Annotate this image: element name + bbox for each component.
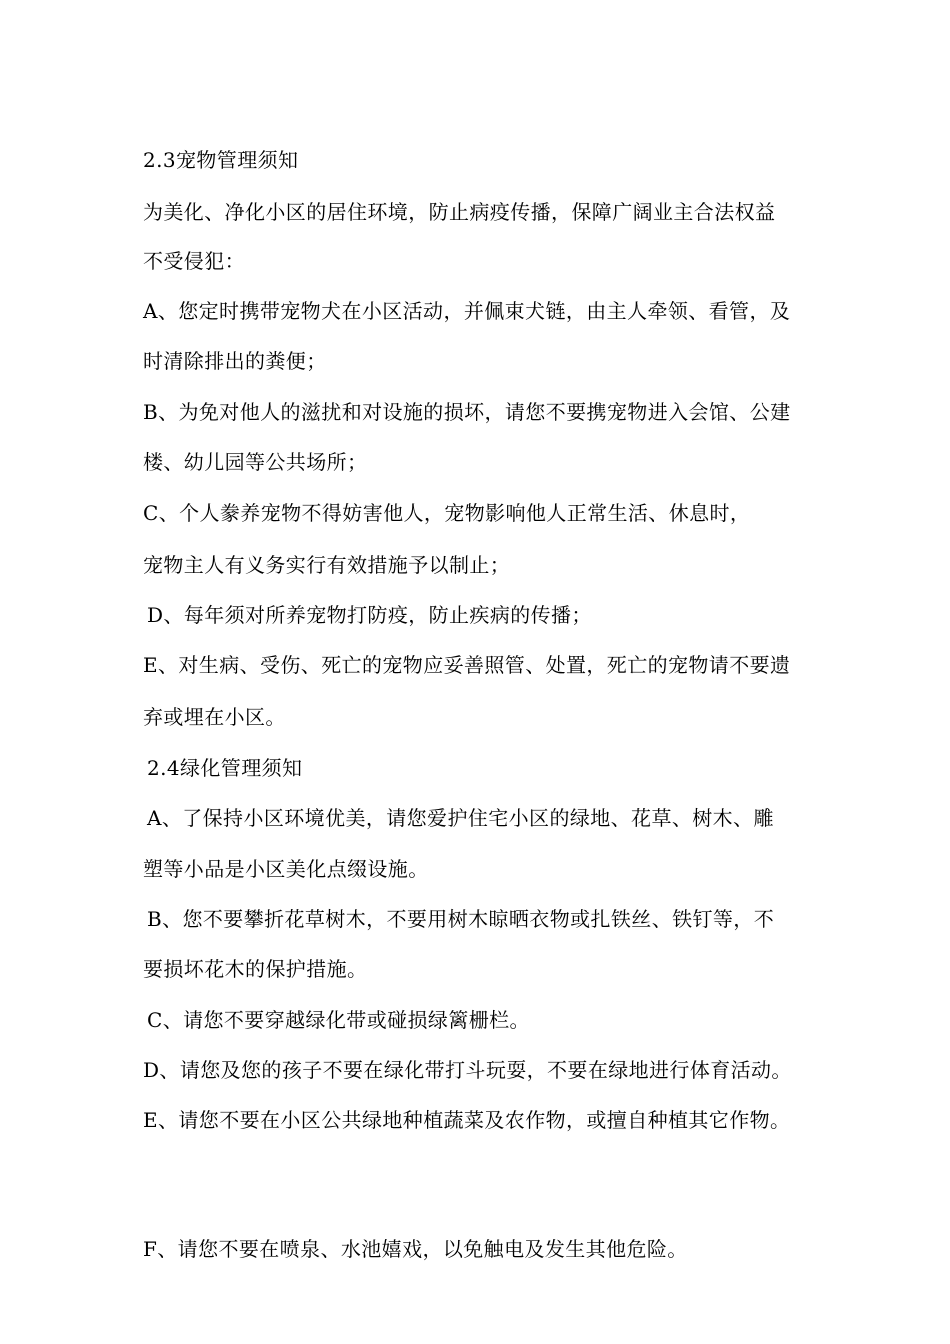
pet-rule-c-line: C、个人豢养宠物不得妨害他人，宠物影响他人正常生活、休息时， bbox=[143, 501, 751, 525]
pet-rule-b-line: B、为免对他人的滋扰和对设施的损坏，请您不要携宠物进入会馆、公建 bbox=[143, 400, 791, 424]
greening-rule-a-line: A、了保持小区环境优美，请您爱护住宅小区的绿地、花草、树木、雕 bbox=[147, 806, 774, 830]
greening-rule-f-line: F、请您不要在喷泉、水池嬉戏，以免触电及发生其他危险。 bbox=[143, 1237, 688, 1261]
section-heading-greening-management: 2.4绿化管理须知 bbox=[147, 756, 303, 780]
section-heading-pet-management: 2.3宠物管理须知 bbox=[143, 148, 299, 172]
greening-rule-b-line: 要损坏花木的保护措施。 bbox=[143, 957, 368, 981]
paragraph-line: 为美化、净化小区的居住环境，防止病疫传播，保障广阔业主合法权益 bbox=[143, 200, 776, 224]
paragraph-line: 不受侵犯： bbox=[143, 249, 245, 273]
pet-rule-b-line: 楼、幼儿园等公共场所； bbox=[143, 450, 368, 474]
greening-rule-d-line: D、请您及您的孩子不要在绿化带打斗玩耍，不要在绿地进行体育活动。 bbox=[143, 1058, 792, 1082]
pet-rule-e-line: E、对生病、受伤、死亡的宠物应妥善照管、处置，死亡的宠物请不要遗 bbox=[143, 653, 791, 677]
pet-rule-e-line: 弃或埋在小区。 bbox=[143, 705, 286, 729]
greening-rule-e-line: E、请您不要在小区公共绿地种植蔬菜及农作物，或擅自种植其它作物。 bbox=[143, 1108, 791, 1132]
pet-rule-a-line: 时清除排出的粪便； bbox=[143, 349, 327, 373]
pet-rule-a-line: A、您定时携带宠物犬在小区活动，并佩束犬链，由主人牵领、看管，及 bbox=[143, 299, 791, 323]
greening-rule-a-line: 塑等小品是小区美化点缀设施。 bbox=[143, 857, 429, 881]
greening-rule-c-line: C、请您不要穿越绿化带或碰损绿篱栅栏。 bbox=[147, 1008, 530, 1032]
pet-rule-d-line: D、每年须对所养宠物打防疫，防止疾病的传播； bbox=[147, 603, 592, 627]
pet-rule-c-line: 宠物主人有义务实行有效措施予以制止； bbox=[143, 553, 511, 577]
greening-rule-b-line: B、您不要攀折花草树木，不要用树木晾晒衣物或扎铁丝、铁钉等，不 bbox=[147, 907, 775, 931]
